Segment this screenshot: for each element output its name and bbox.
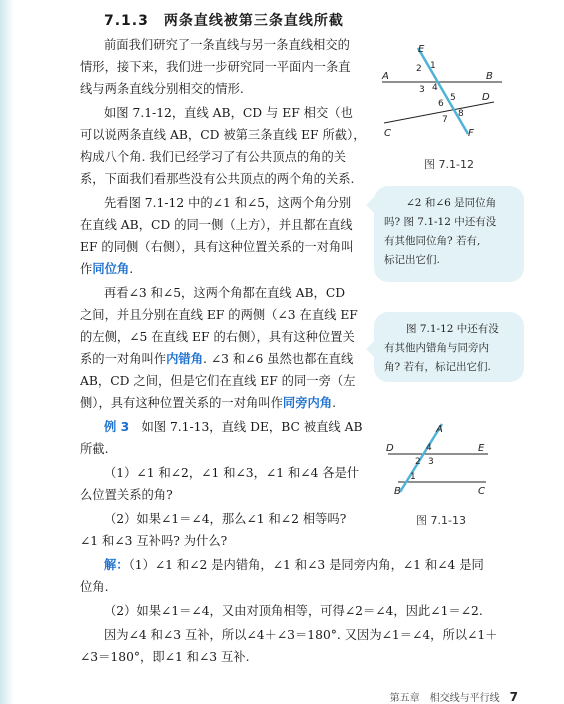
label-c: C xyxy=(478,486,485,497)
angle-6: 6 xyxy=(438,99,444,109)
paragraph-2-line-4: 系，下面我们看那些没有公共顶点的两个角的关系. xyxy=(80,172,355,186)
paragraph-3-line-4: 作同位角. xyxy=(80,261,134,276)
paragraph-2-line-2: 可以说两条直线 AB，CD 被第三条直线 EF 所截）， xyxy=(80,128,366,142)
label-d: D xyxy=(482,92,490,103)
figure-7-1-12 xyxy=(372,40,512,150)
side-note-1 xyxy=(374,186,524,282)
angle-1: 1 xyxy=(410,472,416,482)
paragraph-4-line-6: 侧），具有这种位置关系的一对角叫作同旁内角. xyxy=(80,395,337,410)
solution-label: 解： xyxy=(104,558,129,572)
solution-line-5: ∠3＝180°，即∠1 和∠3 互补. xyxy=(80,650,250,664)
question-1-line-2: 么位置关系的角? xyxy=(80,488,173,502)
angle-7: 7 xyxy=(442,115,448,125)
example-label: 例 3 xyxy=(104,420,130,434)
paragraph-2-line-3: 构成八个角. 我们已经学习了有公共顶点的角的关 xyxy=(80,150,347,164)
label-a: A xyxy=(382,71,389,82)
solution-line-1: 解：（1）∠1 和∠2 是内错角，∠1 和∠3 是同旁内角，∠1 和∠4 是同 xyxy=(104,558,484,572)
label-e: E xyxy=(418,44,425,55)
side-note-2-line-3: 角? 若有，标记出它们. xyxy=(384,361,491,373)
term-alternate-interior-angles: 内错角 xyxy=(166,351,203,366)
paragraph-1-line-2: 情形，接下来，我们进一步研究同一平面内一条直 xyxy=(80,60,351,74)
label-b: B xyxy=(486,71,493,82)
label-b: B xyxy=(394,486,401,497)
paragraph-4-line-1: 再看∠3 和∠5，这两个角都在直线 AB，CD xyxy=(104,286,346,300)
term-corresponding-angles: 同位角 xyxy=(92,261,130,276)
paragraph-4-line-3: 的左侧，∠5 在直线 EF 的右侧），具有这种位置关 xyxy=(80,330,355,344)
solution-line-4: 因为∠4 和∠3 互补，所以∠4＋∠3＝180°. 又因为∠1＝∠4，所以∠1＋ xyxy=(104,628,498,642)
figure-7-1-12-caption: 图 7.1-12 xyxy=(424,158,474,171)
solution-line-2: 位角. xyxy=(80,580,109,594)
side-note-1-line-4: 标记出它们. xyxy=(384,254,440,266)
angle-2: 2 xyxy=(415,457,421,467)
angle-8: 8 xyxy=(458,109,464,119)
paragraph-3-line-1: 先看图 7.1-12 中的∠1 和∠5，这两个角分别 xyxy=(104,196,352,210)
question-2-line-2: ∠1 和∠3 互补吗? 为什么? xyxy=(80,534,228,548)
side-note-1-tail xyxy=(366,195,386,215)
question-1-line-1: （1）∠1 和∠2，∠1 和∠3，∠1 和∠4 各是什 xyxy=(104,466,360,480)
figure-7-1-13 xyxy=(382,420,502,504)
side-note-2-tail xyxy=(366,339,386,359)
figure-7-1-13-caption: 图 7.1-13 xyxy=(416,514,466,527)
example-line-1: 例 3 如图 7.1-13，直线 DE，BC 被直线 AB xyxy=(104,420,363,434)
side-note-2-line-2: 有其他内错角与同旁内 xyxy=(384,342,489,354)
angle-2: 2 xyxy=(416,64,422,74)
angle-4: 4 xyxy=(426,443,432,453)
paragraph-3-line-2: 在直线 AB，CD 的同一侧（上方），并且都在直线 xyxy=(80,218,353,232)
angle-3: 3 xyxy=(419,85,425,95)
paragraph-1-line-1: 前面我们研究了一条直线与另一条直线相交的 xyxy=(104,38,350,52)
section-title: 7.1.3 两条直线被第三条直线所截 xyxy=(104,13,344,29)
paragraph-2-line-1: 如图 7.1-12，直线 AB，CD 与 EF 相交（也 xyxy=(104,106,353,120)
side-note-1-line-2: 吗? 图 7.1-12 中还有没 xyxy=(384,216,497,228)
label-c: C xyxy=(384,128,391,139)
paragraph-4-line-5: AB，CD 之间，但是它们在直线 EF 的同一旁（左 xyxy=(80,374,356,388)
angle-3: 3 xyxy=(428,457,434,467)
label-d: D xyxy=(386,443,394,454)
page-number: 7 xyxy=(509,690,518,704)
question-2-line-1: （2）如果∠1＝∠4，那么∠1 和∠2 相等吗? xyxy=(104,512,347,526)
paragraph-4-line-2: 之间，并且分别在直线 EF 的两侧（∠3 在直线 EF xyxy=(80,308,358,322)
side-note-1-line-3: 有其他同位角? 若有, xyxy=(384,235,481,247)
page-footer xyxy=(390,689,518,704)
paragraph-1-line-3: 线与两条直线分别相交的情形. xyxy=(80,82,244,96)
paragraph-3-line-3: EF 的同侧（右侧），具有这种位置关系的一对角叫 xyxy=(80,240,354,254)
term-same-side-interior-angles: 同旁内角 xyxy=(282,395,333,410)
angle-5: 5 xyxy=(450,93,456,103)
side-note-2 xyxy=(374,312,524,382)
label-e: E xyxy=(478,443,485,454)
example-line-2: 所截. xyxy=(80,442,109,456)
paragraph-4-line-4: 系的一对角叫作内错角. ∠3 和∠6 虽然也都在直线 xyxy=(80,351,354,366)
page-edge-decoration xyxy=(0,0,14,704)
side-note-2-line-1: 图 7.1-12 中还有没 xyxy=(406,323,499,335)
label-f: F xyxy=(468,128,474,139)
angle-1: 1 xyxy=(430,61,436,71)
angle-4: 4 xyxy=(432,83,438,93)
solution-line-3: （2）如果∠1＝∠4，又由对顶角相等，可得∠2＝∠4，因此∠1＝∠2. xyxy=(104,604,483,618)
side-note-1-line-1: ∠2 和∠6 是同位角 xyxy=(406,197,497,209)
footer-chapter: 第五章 相交线与平行线 xyxy=(389,693,500,704)
label-a: A xyxy=(436,424,443,435)
